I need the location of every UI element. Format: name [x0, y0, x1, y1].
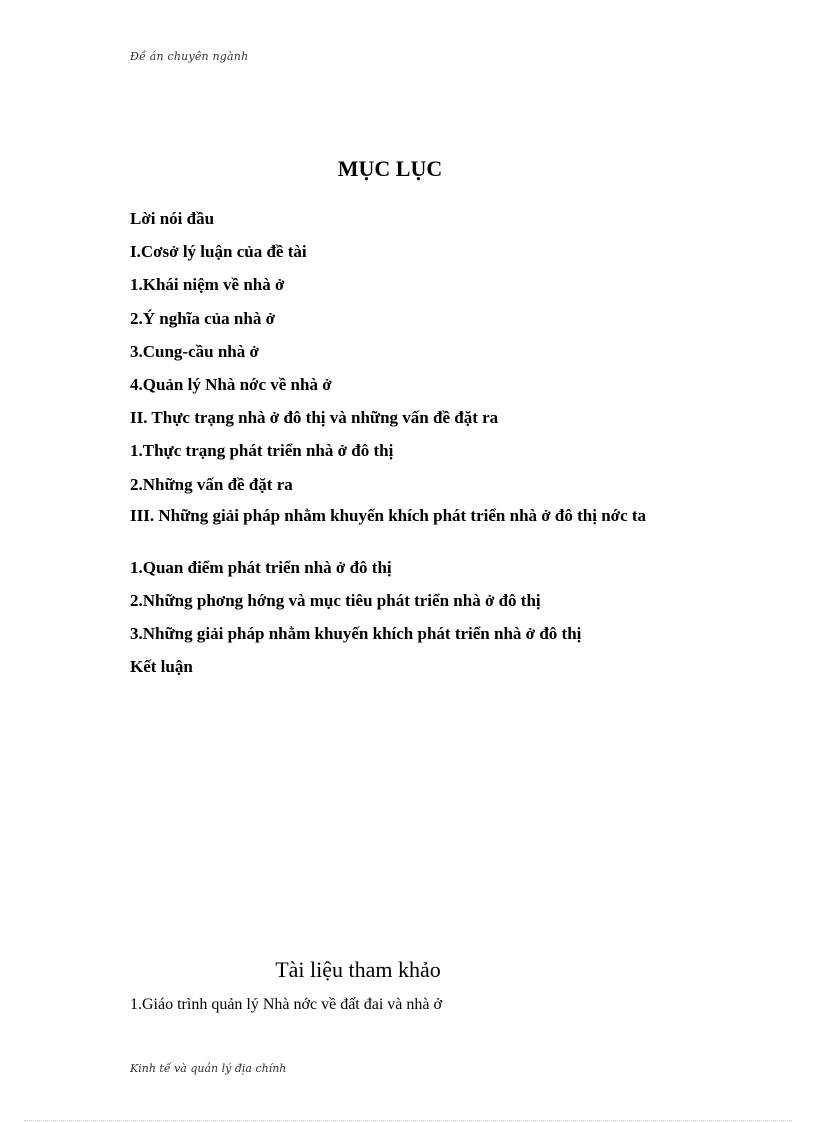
toc-item-introduction: Lời nói đầu	[130, 209, 215, 228]
toc-item-1-1: 1.Khái niệm về nhà ở	[130, 275, 285, 295]
toc-item-3-3: 3.Những giải pháp nhằm khuyến khích phát triển nhà ở đô thị	[130, 624, 582, 644]
page-footer: Kinh tế và quản lý địa chính	[130, 1062, 287, 1075]
toc-item-section-3: III. Những giải pháp nhằm khuyến khích phát triển nhà ở đô thị nớc ta	[130, 505, 647, 525]
toc-item-conclusion: Kết luận	[130, 657, 193, 677]
toc-item-1-4: 4.Quản lý Nhà nớc về nhà ở	[130, 374, 332, 394]
page-header: Đề án chuyên ngành	[130, 50, 249, 63]
table-of-contents	[130, 208, 698, 689]
toc-item-2-1: 1.Thực trạng phát triển nhà ở đô thị	[130, 441, 394, 461]
toc-item-1-3: 3.Cung-cầu nhà ở	[130, 341, 259, 361]
page-title: MỤC LỤC	[337, 156, 443, 181]
toc-item-3-1: 1.Quan điểm phát triển nhà ở đô thị	[130, 557, 392, 577]
toc-item-section-2: II. Thực trạng nhà ở đô thị và những vấn đề đặt ra	[130, 408, 499, 428]
references-title: Tài liệu tham khảo	[275, 957, 441, 982]
toc-item-2-2: 2.Những vấn đề đặt ra	[130, 474, 293, 494]
toc-item-3-2: 2.Những phơng hớng và mục tiêu phát triển nhà ở đô thị	[130, 590, 541, 610]
toc-item-1-2: 2.Ý nghĩa của nhà ở	[130, 308, 275, 328]
page-bottom-divider	[24, 1120, 792, 1121]
toc-item-section-1: I.Cơsở lý luận của đề tài	[130, 242, 307, 262]
reference-item: 1.Giáo trình quản lý Nhà nớc về đất đai và nhà ở	[130, 996, 442, 1013]
